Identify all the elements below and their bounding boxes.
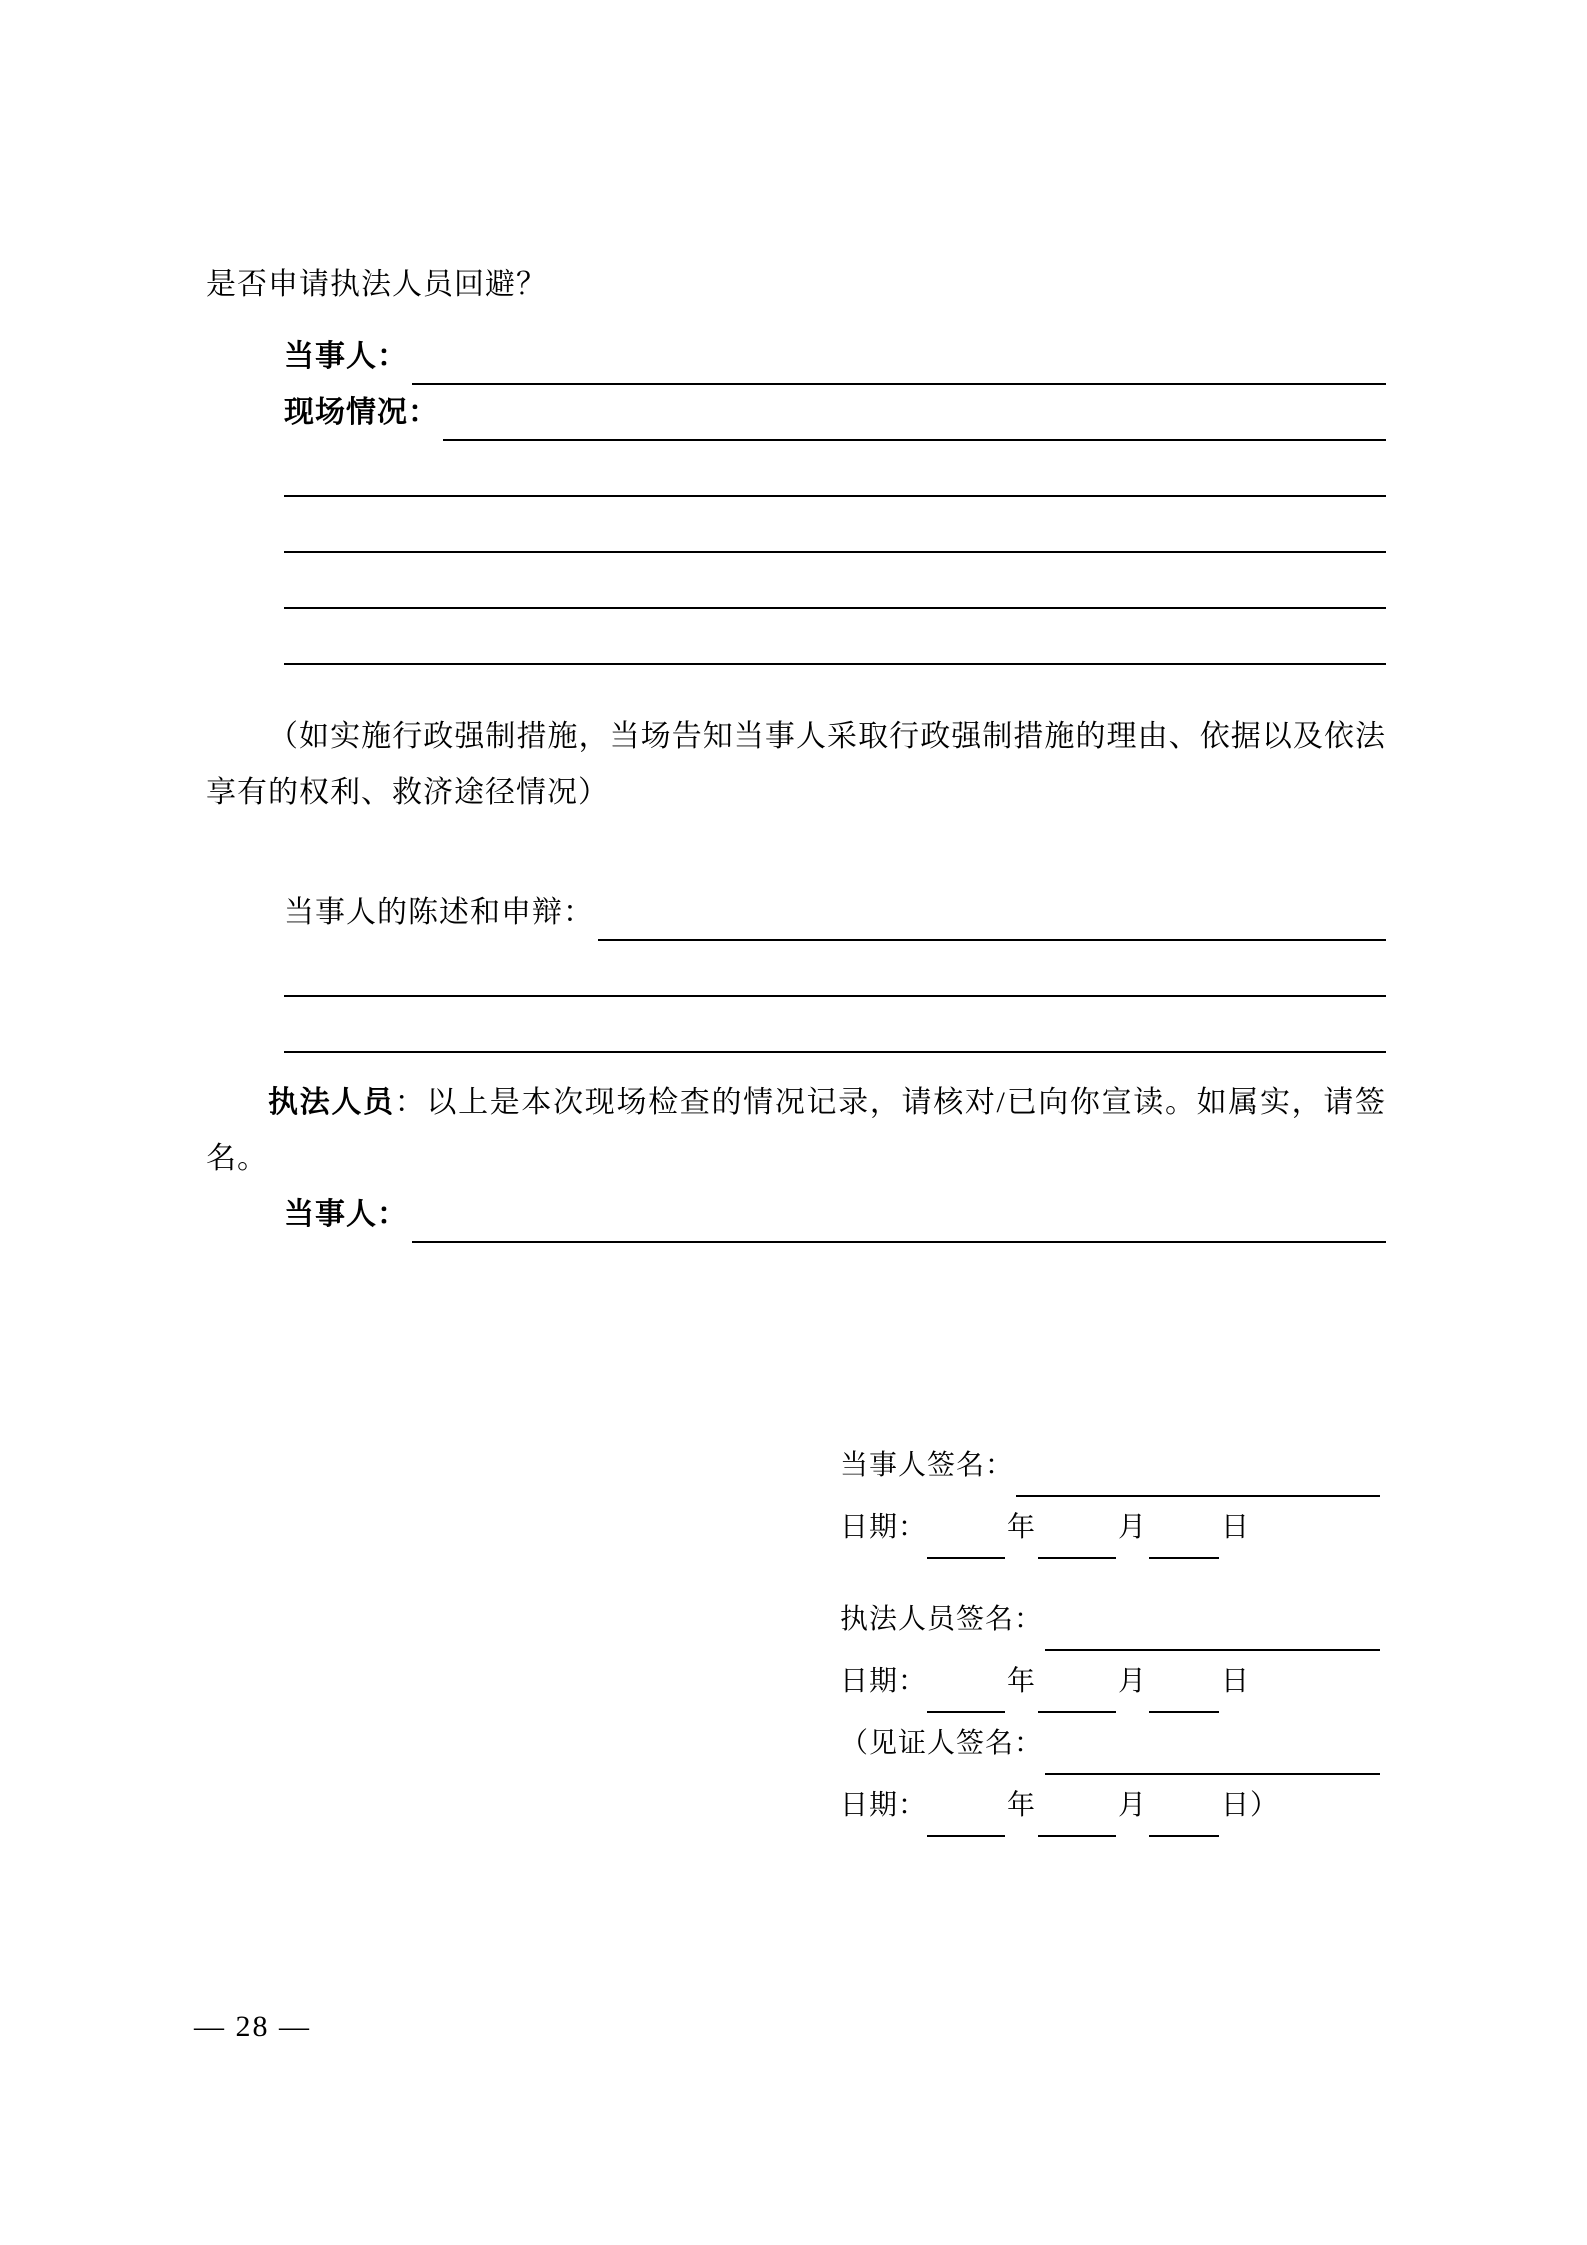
- officer-date-month-unit: 月: [1118, 1666, 1148, 1697]
- field-party-label: 当事人：: [284, 340, 408, 373]
- witness-date-row: [840, 1775, 1380, 1837]
- statement-blank-line-2[interactable]: [284, 997, 1386, 1053]
- field-party-sign-input[interactable]: [412, 1205, 1386, 1243]
- witness-date-month-input[interactable]: [1038, 1803, 1116, 1837]
- field-scene-label: 现场情况：: [284, 396, 439, 429]
- scene-blank-line-3[interactable]: [284, 553, 1386, 609]
- witness-signature-row: [840, 1713, 1380, 1775]
- party-signature-label: 当事人签名：: [840, 1450, 1015, 1481]
- witness-date-label: 日期：: [840, 1790, 928, 1821]
- party-date-year-input[interactable]: [927, 1525, 1005, 1559]
- signature-block: [840, 1435, 1380, 1837]
- officer-date-day-input[interactable]: [1149, 1679, 1219, 1713]
- witness-date-day-input[interactable]: [1149, 1803, 1219, 1837]
- scene-blank-line-4[interactable]: [284, 609, 1386, 665]
- scene-blank-line-1[interactable]: [284, 441, 1386, 497]
- officer-label: 执法人员: [268, 1086, 395, 1119]
- officer-date-day-unit: 日: [1221, 1666, 1251, 1697]
- witness-date-month-unit: 月: [1118, 1790, 1148, 1821]
- officer-signature-input[interactable]: [1045, 1617, 1380, 1651]
- field-scene-input[interactable]: [443, 403, 1386, 441]
- party-date-month-unit: 月: [1118, 1512, 1148, 1543]
- field-statement-row: [284, 885, 1386, 941]
- officer-signature-label: 执法人员签名：: [840, 1604, 1044, 1635]
- party-date-label: 日期：: [840, 1512, 928, 1543]
- field-party-input[interactable]: [412, 347, 1386, 385]
- party-date-month-input[interactable]: [1038, 1525, 1116, 1559]
- statement-blank-line-1[interactable]: [284, 941, 1386, 997]
- page-number: — 28 —: [194, 2010, 311, 2043]
- field-party-sign-row: [284, 1187, 1386, 1243]
- officer-text: ：以上是本次现场检查的情况记录，请核对/已向你宣读。如属实，请签名。: [206, 1086, 1387, 1175]
- question-line: 是否申请执法人员回避？: [206, 268, 547, 301]
- officer-date-row: [840, 1651, 1380, 1713]
- party-signature-input[interactable]: [1016, 1463, 1380, 1497]
- officer-date-month-input[interactable]: [1038, 1679, 1116, 1713]
- party-signature-row: [840, 1435, 1380, 1497]
- field-scene-row: [284, 385, 1386, 441]
- witness-date-day-unit: 日）: [1221, 1790, 1280, 1821]
- witness-signature-input[interactable]: [1045, 1741, 1380, 1775]
- party-date-year-unit: 年: [1007, 1512, 1037, 1543]
- officer-signature-row: [840, 1589, 1380, 1651]
- officer-paragraph: [206, 1075, 1386, 1187]
- party-date-day-unit: 日: [1221, 1512, 1251, 1543]
- field-party-row: [284, 329, 1386, 385]
- witness-date-year-input[interactable]: [927, 1803, 1005, 1837]
- witness-date-year-unit: 年: [1007, 1790, 1037, 1821]
- note-paragraph: （如实施行政强制措施，当场告知当事人采取行政强制措施的理由、依据以及依法享有的权利、救济途径情况）: [206, 720, 1386, 809]
- document-body: [206, 265, 1386, 1243]
- witness-signature-label: （见证人签名：: [840, 1728, 1044, 1759]
- officer-date-year-unit: 年: [1007, 1666, 1037, 1697]
- field-party-sign-label: 当事人：: [284, 1198, 408, 1231]
- officer-date-year-input[interactable]: [927, 1679, 1005, 1713]
- field-statement-input[interactable]: [598, 903, 1386, 941]
- scene-blank-line-2[interactable]: [284, 497, 1386, 553]
- officer-date-label: 日期：: [840, 1666, 928, 1697]
- field-statement-label: 当事人的陈述和申辩：: [284, 896, 594, 929]
- party-date-row: [840, 1497, 1380, 1559]
- party-date-day-input[interactable]: [1149, 1525, 1219, 1559]
